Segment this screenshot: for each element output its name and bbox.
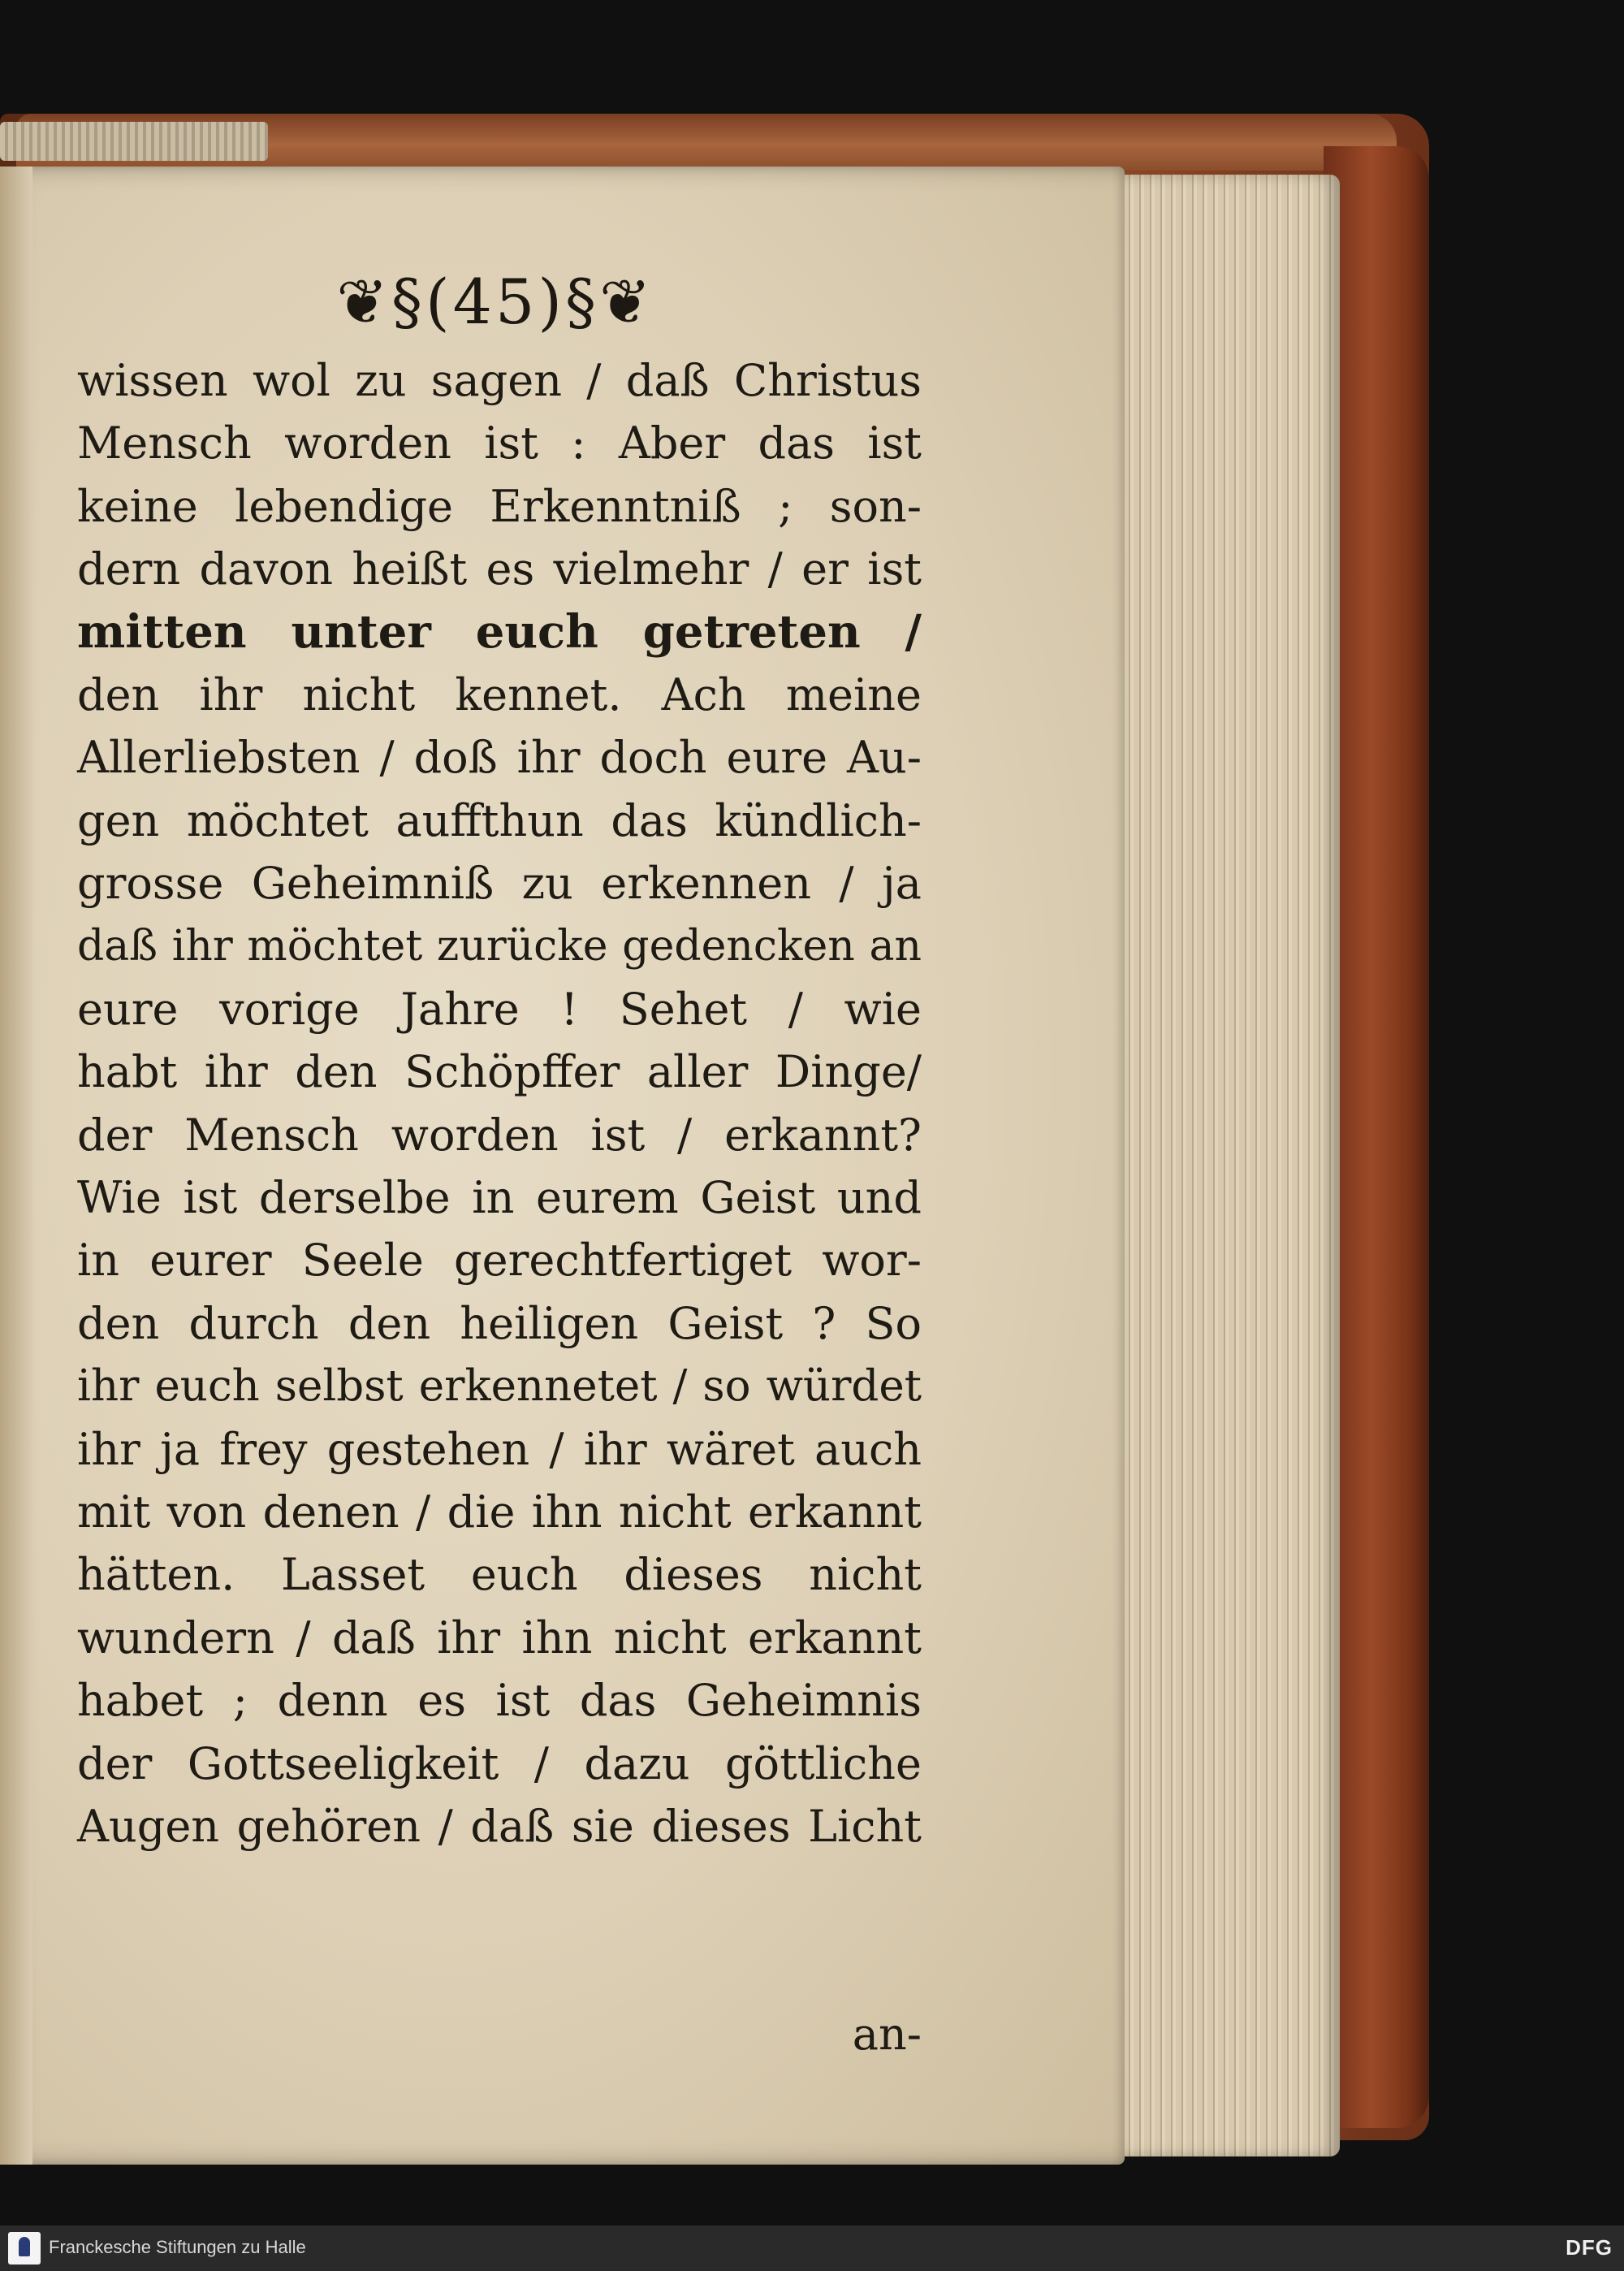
dfg-logo[interactable]: DFG	[1566, 2235, 1613, 2260]
text-line: wundern / daß ihr ihn nicht erkannt	[77, 1611, 922, 1663]
ornament-left-icon: ❦§	[336, 266, 425, 338]
text-line: habet ; denn es ist das Geheimnis	[77, 1675, 922, 1727]
catchword: an-	[852, 2009, 922, 2060]
text-block	[77, 349, 922, 1858]
page-number-text: (45)	[425, 266, 565, 338]
text-line: in eurer Seele gerechtfertiget wor-	[77, 1235, 922, 1287]
text-line: habt ihr den Schöpffer aller Dinge/	[77, 1046, 922, 1098]
footer-bar	[0, 2226, 1624, 2271]
text-line: ihr euch selbst erkennetet / so würdet	[77, 1361, 922, 1412]
text-line: Wie ist derselbe in eurem Geist und	[77, 1172, 922, 1224]
text-line: keine lebendige Erkenntniß ; son-	[77, 480, 922, 532]
text-line: dern davon heißt es vielmehr / er ist	[77, 543, 922, 595]
text-line: grosse Geheimniß zu erkennen / ja	[77, 858, 922, 910]
text-line: wissen wol zu sagen / daß Christus	[77, 355, 922, 406]
text-line: der Mensch worden ist / erkannt?	[77, 1109, 922, 1161]
text-line: eure vorige Jahre ! Sehet / wie	[77, 983, 922, 1035]
text-line: Mensch worden ist : Aber das ist	[77, 417, 922, 469]
page-gutter	[0, 167, 32, 2165]
book-page	[0, 167, 1125, 2165]
text-line: gen möchtet auffthun das kündlich-	[77, 794, 922, 846]
text-line: Augen gehören / daß sie dieses Licht	[77, 1800, 922, 1852]
page-number	[325, 266, 666, 338]
page-fore-edge	[1112, 175, 1340, 2156]
text-line: ihr ja frey gestehen / ihr wäret auch	[77, 1423, 922, 1475]
text-line: Allerliebsten / doß ihr doch eure Au-	[77, 732, 922, 784]
headband	[0, 122, 268, 161]
text-line: mit von denen / die ihn nicht erkannt	[77, 1486, 922, 1538]
text-line: daß ihr möchtet zurücke gedencken an	[77, 921, 922, 971]
institution-name[interactable]: Franckesche Stiftungen zu Halle	[49, 2237, 306, 2257]
text-line: der Gottseeligkeit / dazu göttliche	[77, 1737, 922, 1789]
institution-logo-icon[interactable]	[8, 2232, 41, 2265]
ornament-right-icon: §❦	[565, 266, 654, 338]
text-line: den durch den heiligen Geist ? So	[77, 1297, 922, 1349]
text-line: den ihr nicht kennet. Ach meine	[77, 668, 922, 720]
text-line-emphasis: mitten unter euch getreten /	[77, 604, 922, 659]
text-line: hätten. Lasset euch dieses nicht	[77, 1549, 922, 1601]
